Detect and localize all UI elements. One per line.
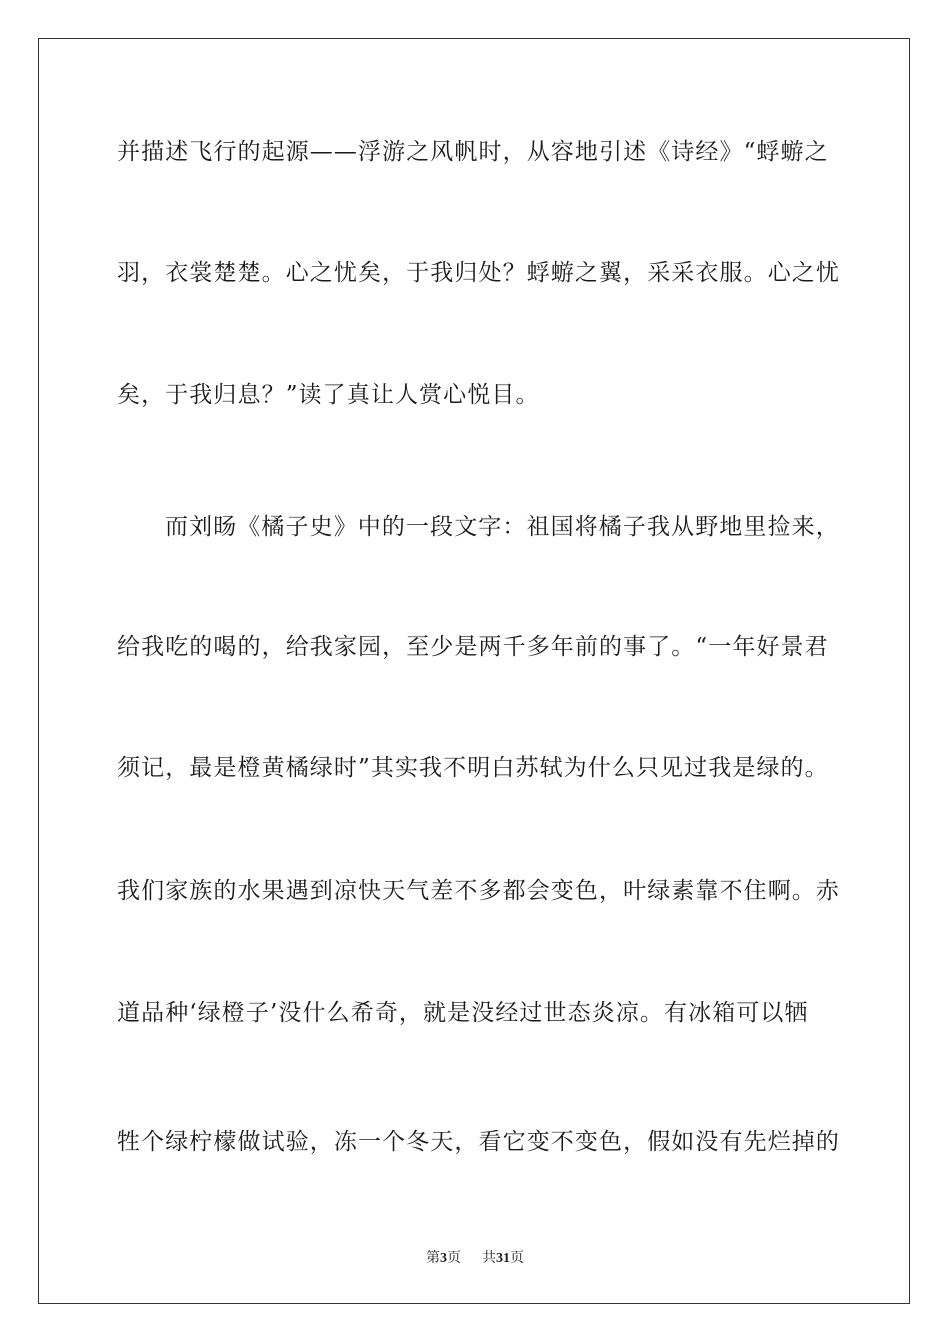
text-line-8: 道品种‘绿橙子’没什么希奇，就是没经过世态炎凉。有冰箱可以牺: [117, 1000, 809, 1026]
page-prefix: 第: [426, 1251, 440, 1266]
page-suffix: 页: [447, 1251, 461, 1266]
total-prefix: 共: [482, 1251, 496, 1266]
page-footer: [0, 1247, 950, 1267]
page-border: [38, 38, 910, 1304]
total-suffix: 页: [510, 1251, 524, 1266]
total-pages: 31: [496, 1251, 510, 1266]
text-line-2: 羽，衣裳楚楚。心之忧矣，于我归处？蜉蝣之翼，采采衣服。心之忧: [117, 260, 840, 286]
text-line-9: 牲个绿柠檬做试验，冻一个冬天，看它变不变色，假如没有先烂掉的: [117, 1129, 840, 1155]
text-line-3: 矣，于我归息？”读了真让人赏心悦目。: [117, 382, 540, 408]
text-line-4: 而刘旸《橘子史》中的一段文字：祖国将橘子我从野地里捡来，: [165, 514, 840, 540]
text-line-6: 须记，最是橙黄橘绿时”其实我不明白苏轼为什么只见过我是绿的。: [117, 755, 829, 781]
text-line-1: 并描述飞行的起源——浮游之风帆时，从容地引述《诗经》“蜉蝣之: [117, 139, 829, 165]
text-line-5: 给我吃的喝的，给我家园，至少是两千多年前的事了。“一年好景君: [117, 634, 829, 660]
page-number: 3: [440, 1251, 447, 1266]
text-line-7: 我们家族的水果遇到凉快天气差不多都会变色，叶绿素靠不住啊。赤: [117, 878, 840, 904]
